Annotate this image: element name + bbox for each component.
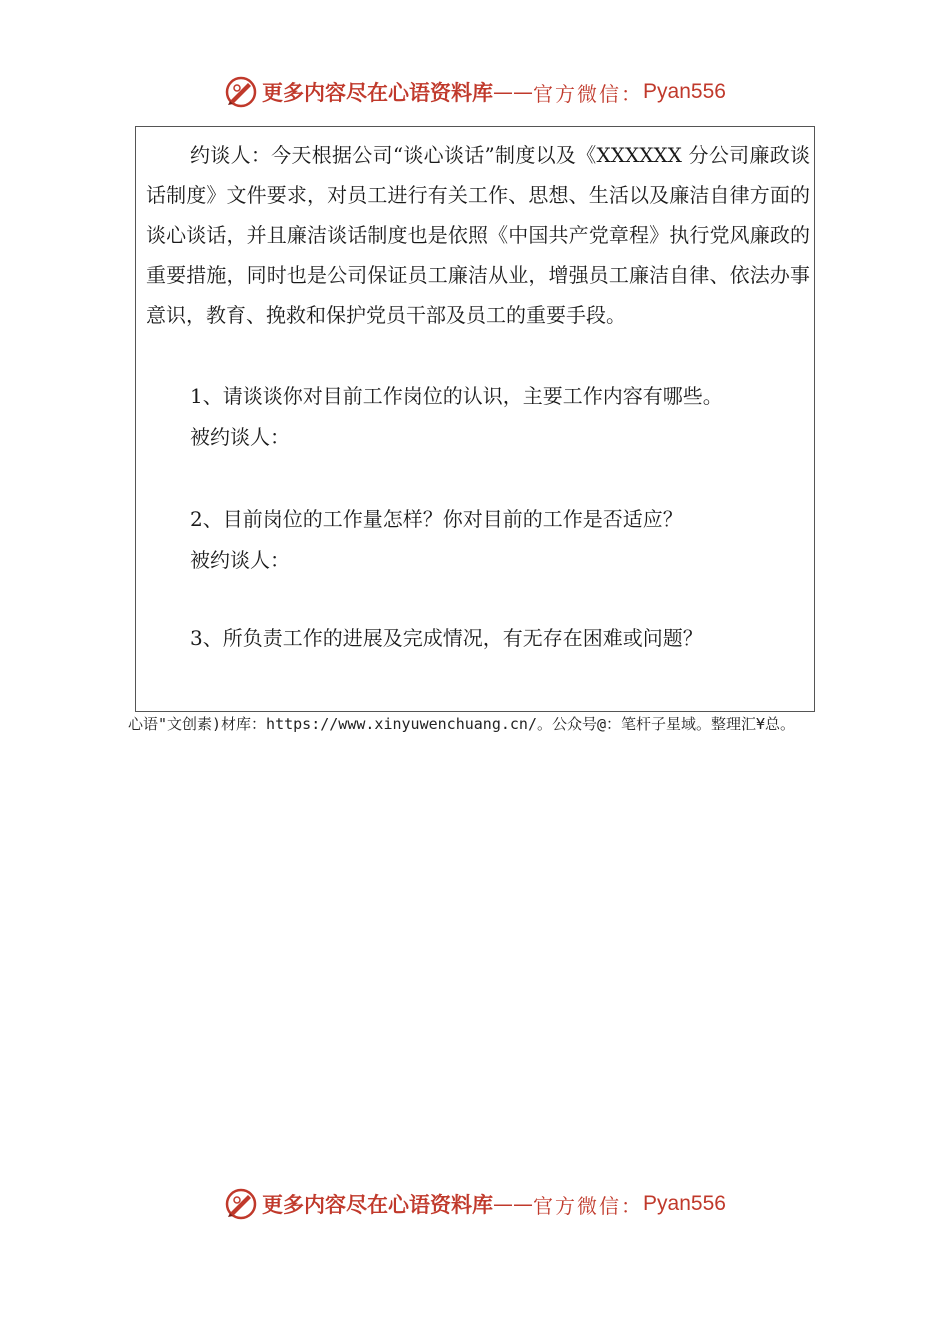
banner-wechat-id: Pyan556 <box>643 1192 726 1215</box>
banner-separator: —— <box>493 80 534 104</box>
banner-brand: 更多内容尽在心语资料库 <box>262 1192 494 1217</box>
banner-wechat-label: 官方微信： <box>533 81 644 106</box>
answer-1-label: 被约谈人： <box>190 425 290 449</box>
banner-wechat-id: Pyan556 <box>643 80 726 103</box>
pen-circle-logo-icon <box>224 75 258 109</box>
source-note: 心语"文创素)材库：https://www.xinyuwenchuang.cn/。公众号@：笔杆子星域。整理汇¥总。 <box>128 715 796 733</box>
banner-separator: —— <box>493 1192 534 1216</box>
question-3: 3、所负责工作的进展及完成情况，有无存在困难或问题？ <box>190 626 703 650</box>
top-banner <box>0 72 950 112</box>
answer-2-label: 被约谈人： <box>190 548 290 572</box>
question-2: 2、目前岗位的工作量怎样？你对目前的工作是否适应？ <box>190 507 683 531</box>
banner-brand: 更多内容尽在心语资料库 <box>262 80 494 105</box>
question-1: 1、请谈谈你对目前工作岗位的认识，主要工作内容有哪些。 <box>190 384 723 408</box>
pen-circle-logo-icon <box>224 1187 258 1221</box>
banner-wechat-label: 官方微信： <box>533 1193 644 1218</box>
intro-paragraph: 约谈人：今天根据公司“谈心谈话”制度以及《XXXXXX 分公司廉政谈话制度》文件要求，对员工进行有关工作、思想、生活以及廉洁自律方面的谈心谈话，并且廉洁谈话制度也是依照《中国共产党章程》执行党风廉政的重要措施，同时也是公司保证员工廉洁从业，增强员工廉洁自律、依法办事意识，教育、挽救和保护党员干部及员工的重要手段。 <box>146 143 810 327</box>
bottom-banner <box>0 1184 950 1224</box>
